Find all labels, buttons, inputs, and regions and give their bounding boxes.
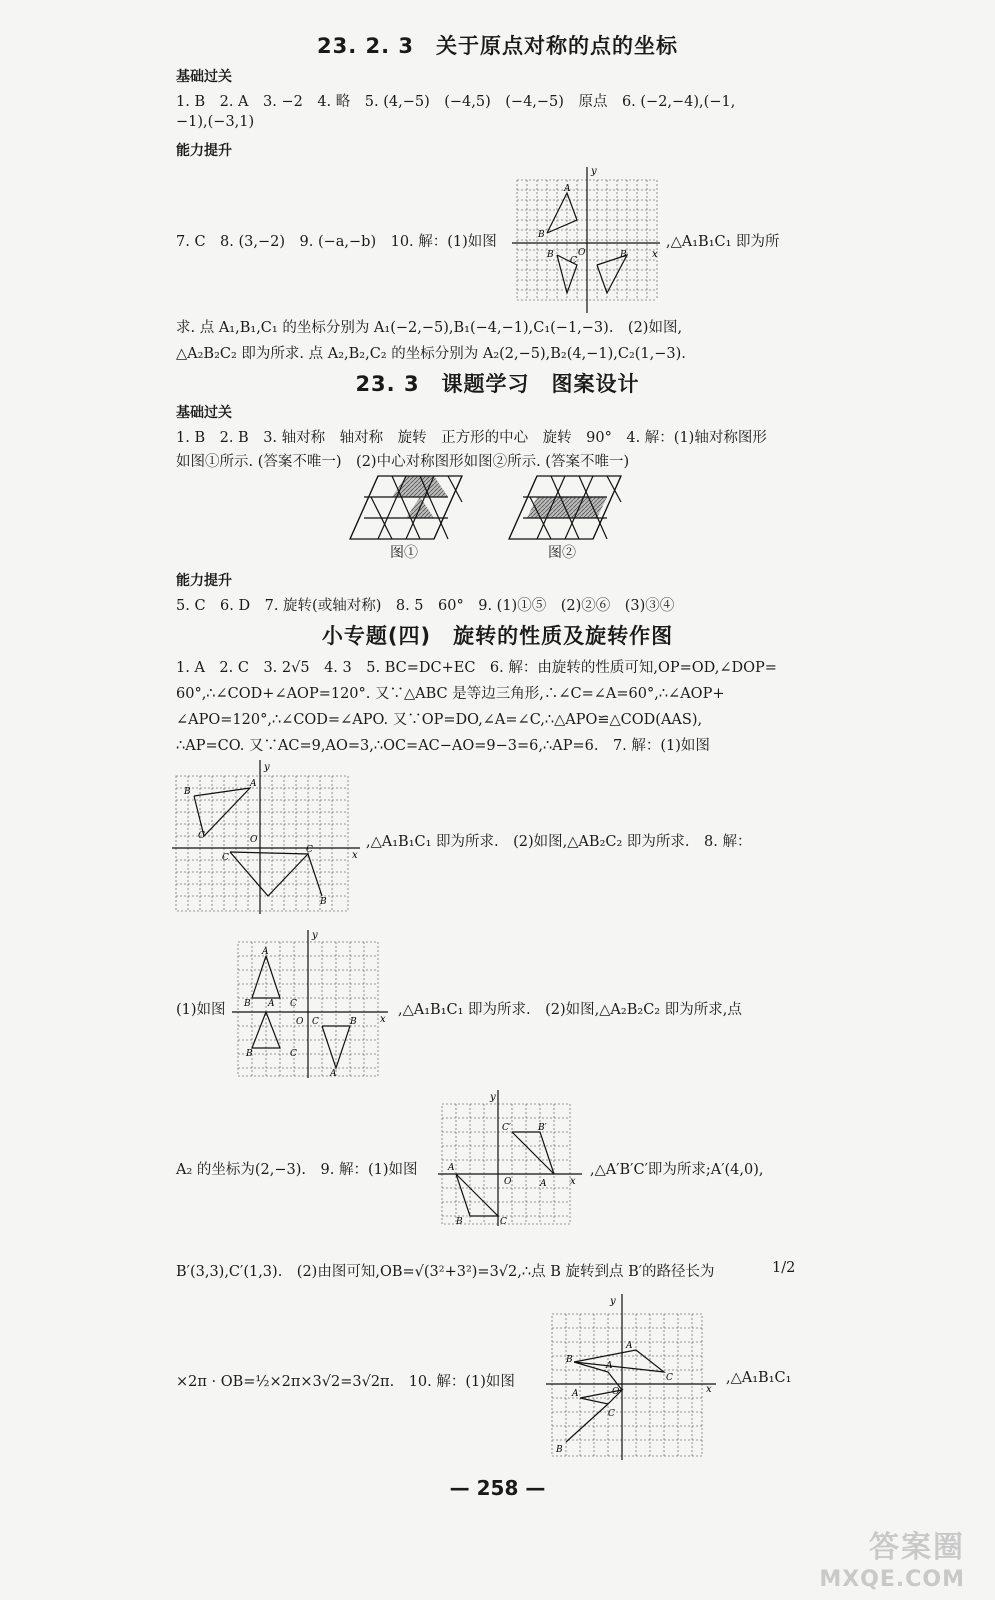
- coordinate-grid-figure-q10b: [546, 1292, 722, 1462]
- subheader-basic: 基础过关: [176, 405, 232, 421]
- svg-text:B: B: [620, 250, 627, 260]
- answer-line: −1),(−3,1): [176, 114, 255, 130]
- answer-line: 60°,∴∠COD+∠AOP=120°. 又∵△ABC 是等边三角形,∴∠C=∠A=60°,∴∠AOP+: [176, 686, 725, 702]
- svg-text:y: y: [312, 930, 318, 941]
- svg-text:C: C: [608, 1409, 615, 1419]
- coordinate-grid-figure-q7: [172, 758, 362, 916]
- svg-text:B: B: [456, 1217, 463, 1227]
- svg-text:C: C: [290, 999, 297, 1009]
- answer-line: 如图①所示. (答案不唯一) (2)中心对称图形如图②所示. (答案不唯一): [176, 454, 630, 470]
- svg-text:B: B: [246, 1049, 253, 1059]
- watermark-top: 答案圈: [869, 1530, 965, 1565]
- svg-text:B: B: [556, 1445, 563, 1455]
- answer-line: B′(3,3),C′(1,3). (2)由图可知,OB=√(3²+3²)=3√2,∴点 B 旋转到点 B′的路径长为: [176, 1264, 715, 1280]
- answer-line: A₂ 的坐标为(2,−3). 9. 解：(1)如图: [176, 1162, 418, 1178]
- svg-text:A: A: [564, 184, 571, 194]
- answer-line: 5. C 6. D 7. 旋转(或轴对称) 8. 5 60° 9. (1)①⑤ (2)②⑥ (3)③④: [176, 598, 675, 614]
- svg-text:B: B: [538, 230, 545, 240]
- subheader-ability: 能力提升: [176, 143, 232, 159]
- svg-text:B: B: [244, 999, 251, 1009]
- answer-line: ∠APO=120°,∴∠COD=∠APO. 又∵OP=DO,∠A=∠C,∴△APO≌△COD(AAS),: [176, 712, 703, 728]
- svg-text:C: C: [570, 256, 577, 266]
- svg-text:C: C: [500, 1217, 507, 1227]
- svg-text:B: B: [566, 1355, 573, 1365]
- answer-line: 1. B 2. B 3. 轴对称 轴对称 旋转 正方形的中心 旋转 90° 4. 解：(1)轴对称图形: [176, 430, 767, 446]
- figure-caption-1: 图①: [390, 545, 418, 561]
- answer-line: ,△A₁B₁C₁ 即为所: [666, 234, 780, 250]
- svg-text:A: A: [268, 999, 275, 1009]
- pattern-figure-2: [505, 472, 645, 542]
- svg-text:C: C: [312, 1017, 319, 1027]
- svg-text:A: A: [448, 1163, 455, 1173]
- section-title-special-topic: 小专题(四) 旋转的性质及旋转作图: [321, 624, 674, 648]
- site-watermark: [803, 1522, 973, 1592]
- svg-text:O: O: [612, 1387, 620, 1397]
- coordinate-grid-figure-q9: [438, 1088, 586, 1228]
- answer-line: 7. C 8. (3,−2) 9. (−a,−b) 10. 解：(1)如图: [176, 234, 497, 250]
- section-title-23-2-3: 23. 2. 3 关于原点对称的点的坐标: [316, 34, 679, 58]
- figure-caption-2: 图②: [548, 545, 576, 561]
- svg-text:A: A: [330, 1069, 337, 1079]
- svg-text:B: B: [320, 897, 327, 907]
- svg-text:x: x: [652, 249, 658, 260]
- svg-text:B: B: [350, 1017, 357, 1027]
- answer-line: 求. 点 A₁,B₁,C₁ 的坐标分别为 A₁(−2,−5),B₁(−4,−1),C₁(−1,−3). (2)如图,: [176, 320, 683, 336]
- svg-text:x: x: [706, 1384, 712, 1395]
- answer-line: ,△A′B′C′即为所求;A′(4,0),: [590, 1162, 764, 1178]
- subheader-ability: 能力提升: [176, 573, 232, 589]
- svg-text:A: A: [606, 1361, 613, 1371]
- coordinate-grid-figure-q8: [232, 928, 392, 1080]
- answer-line: ,△A₁B₁C₁: [726, 1370, 792, 1386]
- svg-text:y: y: [490, 1092, 496, 1103]
- svg-text:C: C: [290, 1049, 297, 1059]
- answer-line: (1)如图: [176, 1002, 226, 1018]
- subheader-basic: 基础过关: [176, 69, 232, 85]
- coordinate-grid-figure-q10: [512, 165, 662, 315]
- svg-text:O: O: [250, 835, 258, 845]
- svg-text:A: A: [262, 947, 269, 957]
- svg-text:y: y: [610, 1296, 616, 1307]
- svg-text:B: B: [184, 787, 191, 797]
- svg-text:A: A: [572, 1389, 579, 1399]
- svg-text:B: B: [547, 250, 554, 260]
- answer-line-fraction: 1/2: [772, 1260, 796, 1276]
- svg-text:x: x: [380, 1014, 386, 1025]
- svg-text:y: y: [264, 762, 270, 773]
- svg-text:C: C: [306, 845, 313, 855]
- svg-text:C: C: [198, 831, 205, 841]
- answer-line: △A₂B₂C₂ 即为所求. 点 A₂,B₂,C₂ 的坐标分别为 A₂(2,−5),B₂(4,−1),C₂(1,−3).: [176, 346, 686, 362]
- answer-line: ,△A₁B₁C₁ 即为所求. (2)如图,△A₂B₂C₂ 即为所求,点: [398, 1002, 742, 1018]
- svg-text:C: C: [222, 853, 229, 863]
- svg-text:C′: C′: [502, 1123, 511, 1133]
- answer-line: 1. B 2. A 3. −2 4. 略 5. (4,−5) (−4,5) (−4,−5) 原点 6. (−2,−4),(−1,: [176, 94, 736, 110]
- svg-text:O: O: [504, 1177, 512, 1187]
- section-title-23-3: 23. 3 课题学习 图案设计: [355, 372, 640, 396]
- svg-text:A: A: [540, 1179, 547, 1189]
- svg-text:O: O: [578, 248, 586, 258]
- svg-text:B′: B′: [538, 1123, 547, 1133]
- svg-text:y: y: [591, 166, 597, 177]
- page-number: — 258 —: [449, 1476, 546, 1500]
- svg-text:x: x: [352, 850, 358, 861]
- watermark-bottom: MXQE.COM: [819, 1567, 965, 1592]
- answer-line: ,△A₁B₁C₁ 即为所求. (2)如图,△AB₂C₂ 即为所求. 8. 解：: [366, 834, 752, 850]
- svg-text:x: x: [570, 1176, 576, 1187]
- svg-text:A: A: [250, 779, 257, 789]
- pattern-figure-1: [346, 472, 486, 542]
- svg-text:A: A: [626, 1341, 633, 1351]
- svg-text:C: C: [666, 1373, 673, 1383]
- svg-text:O: O: [296, 1017, 304, 1027]
- answer-line: ×2π · OB=½×2π×3√2=3√2π. 10. 解：(1)如图: [176, 1374, 515, 1390]
- answer-line: 1. A 2. C 3. 2√5 4. 3 5. BC=DC+EC 6. 解：由旋转的性质可知,OP=OD,∠DOP=: [176, 660, 777, 676]
- answer-line: ∴AP=CO. 又∵AC=9,AO=3,∴OC=AC−AO=9−3=6,∴AP=6. 7. 解：(1)如图: [176, 738, 710, 754]
